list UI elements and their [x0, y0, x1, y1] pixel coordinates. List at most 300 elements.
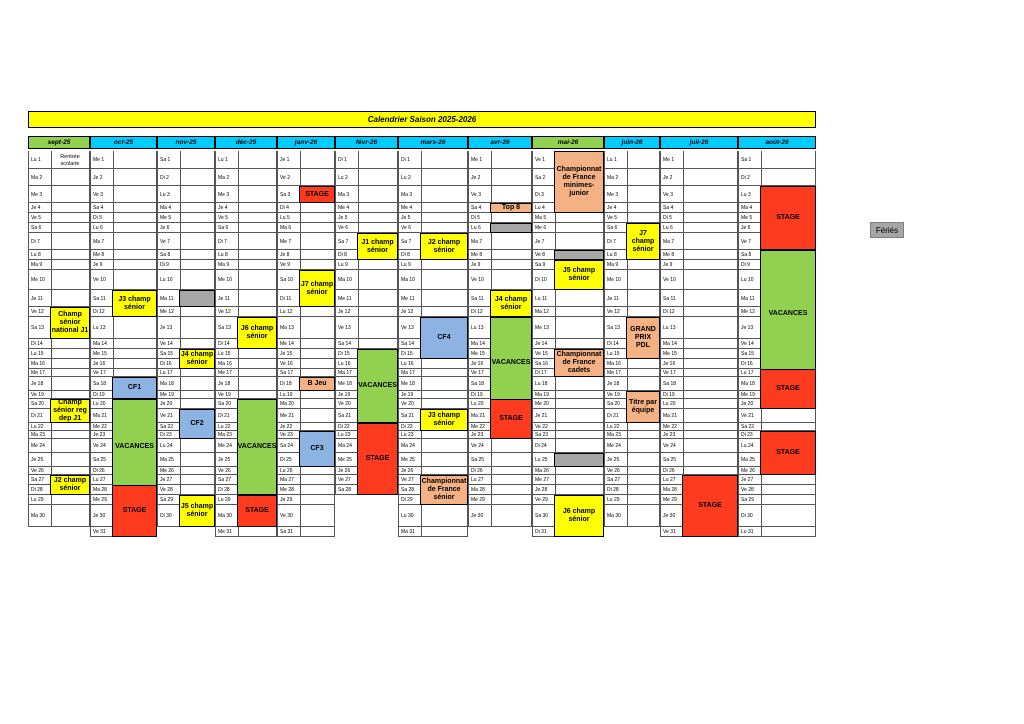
day-label: Di 18 — [280, 381, 292, 387]
day-label: Ve 5 — [607, 215, 618, 221]
day-label: Me 29 — [93, 497, 107, 503]
day-label: Ma 14 — [93, 341, 107, 347]
day-label: Me 13 — [535, 325, 549, 331]
day-separator — [180, 339, 181, 349]
day-label: Sa 3 — [280, 191, 291, 198]
day-label: Me 3 — [607, 191, 619, 198]
day-cell — [532, 377, 604, 391]
day-separator — [555, 439, 556, 453]
day-label: Ve 16 — [280, 361, 293, 367]
day-label: Je 12 — [401, 309, 414, 315]
day-label: Sa 13 — [31, 325, 45, 331]
day-separator — [113, 317, 114, 339]
event-block: STAGE — [490, 399, 532, 439]
day-label: Ve 2 — [280, 174, 291, 181]
event-block: STAGE — [237, 495, 277, 527]
day-cell — [157, 453, 215, 467]
day-separator — [627, 307, 628, 317]
day-cell — [604, 186, 660, 203]
day-separator — [421, 527, 422, 537]
day-cell — [277, 223, 335, 233]
day-cell — [90, 169, 157, 186]
day-cell — [28, 359, 90, 369]
day-label: Je 28 — [535, 487, 548, 493]
day-separator — [300, 339, 301, 349]
day-label: Sa 11 — [663, 295, 676, 302]
day-cell — [277, 233, 335, 250]
day-label: Di 21 — [607, 413, 619, 419]
day-separator — [555, 431, 556, 439]
day-separator — [683, 339, 684, 349]
event-block: CF4 — [420, 317, 468, 359]
day-separator — [180, 485, 181, 495]
day-cell — [398, 223, 468, 233]
day-label: Je 25 — [607, 457, 620, 463]
day-separator — [300, 317, 301, 339]
day-separator — [761, 485, 762, 495]
day-cell — [532, 223, 604, 233]
month-header-janv-26: janv-26 — [277, 136, 335, 149]
day-label: Me 6 — [535, 225, 547, 231]
day-label: Ve 7 — [741, 238, 752, 245]
day-separator — [627, 203, 628, 213]
day-label: Ma 21 — [471, 413, 485, 419]
event-block: VACANCES — [357, 349, 398, 423]
day-cell — [28, 169, 90, 186]
day-label: Sa 15 — [741, 351, 755, 357]
day-cell — [604, 307, 660, 317]
day-separator — [238, 377, 239, 391]
day-label: Ma 19 — [535, 392, 549, 398]
day-label: Sa 25 — [93, 457, 107, 463]
day-cell — [532, 475, 604, 485]
day-separator — [683, 423, 684, 431]
day-separator — [113, 250, 114, 260]
day-label: Je 25 — [218, 457, 231, 463]
day-cell — [398, 369, 468, 377]
day-cell — [738, 475, 816, 485]
day-label: Ve 13 — [401, 325, 414, 331]
day-label: Sa 20 — [607, 401, 621, 407]
day-label: Ve 14 — [741, 341, 754, 347]
day-label: Lu 20 — [93, 401, 106, 407]
day-separator — [51, 467, 52, 475]
day-separator — [555, 307, 556, 317]
day-cell — [335, 260, 398, 270]
day-cell — [335, 203, 398, 213]
day-label: Di 16 — [160, 361, 172, 367]
day-separator — [555, 233, 556, 250]
day-cell — [335, 339, 398, 349]
day-label: Di 28 — [218, 487, 230, 493]
event-block: B Jeu — [299, 377, 335, 391]
day-cell — [604, 423, 660, 431]
day-label: Ve 10 — [663, 277, 676, 283]
day-cell — [277, 467, 335, 475]
day-cell — [604, 151, 660, 169]
day-separator — [683, 290, 684, 307]
day-label: Ve 6 — [401, 225, 412, 231]
month-header-avr-26: avr-26 — [468, 136, 532, 149]
day-separator — [491, 270, 492, 290]
day-label: Di 15 — [401, 351, 413, 357]
day-separator — [358, 151, 359, 169]
day-label: Je 25 — [31, 457, 44, 463]
day-label: Je 8 — [280, 252, 290, 258]
day-label: Je 1 — [280, 157, 290, 163]
day-label: Ma 21 — [93, 413, 107, 419]
day-cell — [28, 495, 90, 505]
day-label: Ve 19 — [607, 392, 620, 398]
day-separator — [491, 453, 492, 467]
day-label: Je 20 — [741, 401, 754, 407]
day-cell — [468, 250, 532, 260]
day-label: Di 12 — [93, 309, 105, 315]
day-separator — [180, 169, 181, 186]
day-cell — [157, 377, 215, 391]
day-cell — [157, 317, 215, 339]
day-label: Je 9 — [93, 262, 103, 268]
day-label: Lu 9 — [338, 262, 348, 268]
day-label: Lu 22 — [218, 424, 231, 430]
day-separator — [761, 527, 762, 537]
day-label: Sa 23 — [535, 432, 549, 438]
day-label: Je 7 — [535, 238, 545, 245]
day-label: Ve 31 — [93, 529, 106, 535]
day-cell — [738, 485, 816, 495]
day-label: Di 30 — [160, 513, 172, 519]
day-label: Me 10 — [607, 277, 621, 283]
day-cell — [604, 270, 660, 290]
day-cell — [277, 369, 335, 377]
day-label: Je 23 — [663, 432, 676, 438]
day-separator — [627, 495, 628, 505]
day-separator — [555, 223, 556, 233]
day-label: Ma 18 — [741, 381, 755, 387]
day-label: Lu 3 — [741, 191, 751, 198]
day-cell — [277, 423, 335, 431]
day-label: Lu 16 — [338, 361, 351, 367]
day-cell — [604, 485, 660, 495]
event-block: J3 champ sénior — [112, 290, 157, 317]
day-label: Di 7 — [607, 238, 616, 245]
day-label: Me 29 — [663, 497, 677, 503]
day-label: Di 21 — [31, 413, 43, 419]
day-separator — [300, 409, 301, 423]
day-label: Me 19 — [741, 392, 755, 398]
day-cell — [398, 377, 468, 391]
day-cell — [157, 270, 215, 290]
event-block: J5 champ sénior — [179, 495, 215, 527]
day-separator — [358, 317, 359, 339]
day-separator — [238, 213, 239, 223]
day-cell — [28, 453, 90, 467]
day-cell — [660, 169, 738, 186]
day-separator — [683, 453, 684, 467]
day-label: Lu 27 — [471, 477, 484, 483]
day-label: Di 7 — [31, 238, 40, 245]
day-separator — [555, 399, 556, 409]
day-cell — [215, 186, 277, 203]
day-separator — [491, 505, 492, 527]
day-separator — [180, 391, 181, 399]
day-label: Di 5 — [471, 215, 480, 221]
day-label: Ma 3 — [338, 191, 350, 198]
day-label: Di 26 — [663, 468, 675, 474]
day-cell — [277, 475, 335, 485]
day-separator — [51, 223, 52, 233]
day-cell — [277, 359, 335, 369]
day-label: Ma 28 — [663, 487, 677, 493]
day-label: Je 23 — [93, 432, 106, 438]
day-cell — [28, 377, 90, 391]
day-label: Sa 11 — [93, 295, 106, 302]
day-cell — [215, 260, 277, 270]
day-label: Je 18 — [218, 381, 231, 387]
day-label: Ma 2 — [31, 174, 43, 181]
calendar-title: Calendrier Saison 2025-2026 — [28, 111, 816, 128]
day-label: Je 18 — [607, 381, 620, 387]
day-label: Me 4 — [401, 205, 413, 211]
day-separator — [51, 169, 52, 186]
day-label: Me 21 — [280, 413, 294, 419]
day-cell — [398, 213, 468, 223]
day-separator — [358, 213, 359, 223]
day-separator — [555, 213, 556, 223]
day-cell — [215, 233, 277, 250]
day-cell — [277, 399, 335, 409]
day-label: Ve 15 — [535, 351, 548, 357]
day-cell — [215, 250, 277, 260]
day-label: Di 5 — [93, 215, 102, 221]
day-separator — [627, 475, 628, 485]
day-cell — [28, 233, 90, 250]
day-separator — [51, 359, 52, 369]
day-cell — [532, 339, 604, 349]
day-separator — [180, 186, 181, 203]
day-cell — [157, 223, 215, 233]
day-label: Je 16 — [663, 361, 676, 367]
day-label: Ve 12 — [218, 309, 231, 315]
day-separator — [300, 169, 301, 186]
day-label: Lu 10 — [741, 277, 754, 283]
day-separator — [180, 369, 181, 377]
day-label: Di 17 — [535, 370, 547, 376]
day-separator — [180, 260, 181, 270]
day-separator — [300, 307, 301, 317]
day-label: Je 9 — [663, 262, 673, 268]
day-separator — [421, 203, 422, 213]
day-separator — [627, 290, 628, 307]
day-cell — [398, 391, 468, 399]
day-label: Me 22 — [93, 424, 107, 430]
day-cell — [90, 223, 157, 233]
day-label: Ve 28 — [160, 487, 173, 493]
day-label: Me 28 — [280, 487, 294, 493]
day-cell — [215, 369, 277, 377]
day-label: Sa 18 — [93, 381, 107, 387]
day-label: Ma 7 — [471, 238, 483, 245]
event-block: Champ sénior national J1 — [50, 307, 90, 339]
day-separator — [683, 307, 684, 317]
day-cell — [604, 431, 660, 439]
day-cell — [215, 391, 277, 399]
day-separator — [761, 505, 762, 527]
day-label: Sa 25 — [663, 457, 677, 463]
day-label: Ma 31 — [401, 529, 415, 535]
day-separator — [421, 377, 422, 391]
day-cell — [277, 349, 335, 359]
day-separator — [113, 169, 114, 186]
day-label: Sa 31 — [280, 529, 294, 535]
day-cell — [738, 527, 816, 537]
day-separator — [51, 250, 52, 260]
day-label: Lu 15 — [218, 351, 231, 357]
day-separator — [113, 151, 114, 169]
day-label: Lu 2 — [338, 174, 348, 181]
day-separator — [421, 439, 422, 453]
day-label: Me 8 — [663, 252, 675, 258]
day-separator — [491, 485, 492, 495]
event-block: STAGE — [682, 475, 738, 537]
day-cell — [157, 203, 215, 213]
day-cell — [532, 439, 604, 453]
day-cell — [277, 213, 335, 223]
day-label: Sa 15 — [160, 351, 174, 357]
day-cell — [398, 431, 468, 439]
day-cell — [660, 349, 738, 359]
day-separator — [683, 349, 684, 359]
day-label: Ma 16 — [31, 361, 45, 367]
day-label: Lu 8 — [218, 252, 228, 258]
day-cell — [604, 169, 660, 186]
month-header-mai-26: mai-26 — [532, 136, 604, 149]
day-cell — [277, 495, 335, 505]
day-cell — [660, 369, 738, 377]
month-header-août-26: août-26 — [738, 136, 816, 149]
day-label: Lu 15 — [607, 351, 620, 357]
day-label: Me 29 — [471, 497, 485, 503]
day-label: Me 22 — [663, 424, 677, 430]
day-label: Ma 13 — [280, 325, 294, 331]
day-label: Lu 6 — [93, 225, 103, 231]
day-separator — [300, 203, 301, 213]
day-separator — [555, 409, 556, 423]
day-label: Me 5 — [160, 215, 172, 221]
day-label: Lu 3 — [160, 191, 170, 198]
day-label: Ma 7 — [93, 238, 105, 245]
event-block: VACANCES — [112, 399, 157, 495]
day-cell — [468, 467, 532, 475]
day-separator — [51, 369, 52, 377]
day-cell — [28, 213, 90, 223]
day-label: Me 26 — [160, 468, 174, 474]
day-label: Me 8 — [471, 252, 483, 258]
day-cell — [157, 250, 215, 260]
event-block: J4 champ sénior — [179, 349, 215, 369]
day-label: Sa 2 — [535, 174, 546, 181]
day-separator — [421, 431, 422, 439]
day-cell — [215, 290, 277, 307]
day-separator — [300, 233, 301, 250]
day-label: Lu 31 — [741, 529, 754, 535]
day-label: Lu 26 — [280, 468, 293, 474]
day-separator — [300, 485, 301, 495]
day-separator — [683, 467, 684, 475]
day-cell — [738, 505, 816, 527]
day-separator — [627, 186, 628, 203]
day-separator — [627, 169, 628, 186]
month-header-oct-25: oct-25 — [90, 136, 157, 149]
day-label: Lu 23 — [401, 432, 414, 438]
day-label: Ve 3 — [663, 191, 674, 198]
day-label: Me 5 — [741, 215, 753, 221]
event-block: VACANCES — [237, 399, 277, 495]
day-separator — [51, 423, 52, 431]
event-block: VACANCES — [760, 250, 816, 377]
day-cell — [660, 307, 738, 317]
day-cell — [157, 213, 215, 223]
day-separator — [421, 290, 422, 307]
day-separator — [113, 186, 114, 203]
day-label: Di 23 — [741, 432, 753, 438]
day-label: Me 24 — [31, 443, 45, 449]
day-separator — [358, 223, 359, 233]
day-label: Di 29 — [401, 497, 413, 503]
day-label: Di 16 — [741, 361, 753, 367]
day-cell — [398, 505, 468, 527]
day-label: Ve 6 — [338, 225, 349, 231]
event-block: J3 champ sénior — [420, 409, 468, 431]
day-label: Sa 16 — [535, 361, 549, 367]
day-label: Di 25 — [280, 457, 292, 463]
day-separator — [51, 260, 52, 270]
day-separator — [491, 439, 492, 453]
day-label: Lu 13 — [471, 325, 484, 331]
day-cell — [660, 453, 738, 467]
day-label: Di 4 — [280, 205, 289, 211]
day-separator — [180, 233, 181, 250]
day-label: Ma 2 — [607, 174, 619, 181]
day-label: Je 11 — [607, 295, 619, 302]
day-label: Ma 9 — [218, 262, 230, 268]
day-cell — [277, 203, 335, 213]
day-separator — [113, 349, 114, 359]
day-label: Lu 11 — [535, 295, 548, 302]
day-label: Ve 5 — [218, 215, 229, 221]
day-label: Lu 29 — [218, 497, 231, 503]
event-block: CF2 — [179, 409, 215, 439]
day-separator — [555, 423, 556, 431]
day-label: Sa 27 — [31, 477, 45, 483]
day-label: Je 5 — [338, 215, 348, 221]
day-label: Lu 24 — [741, 443, 754, 449]
day-separator — [761, 475, 762, 485]
day-label: Sa 13 — [607, 325, 621, 331]
day-label: Ve 12 — [607, 309, 620, 315]
day-label: Me 7 — [280, 238, 292, 245]
day-label: Je 9 — [471, 262, 481, 268]
event-block — [554, 250, 604, 260]
day-separator — [627, 377, 628, 391]
day-label: Ma 28 — [93, 487, 107, 493]
day-separator — [491, 151, 492, 169]
day-label: Lu 22 — [607, 424, 620, 430]
day-cell — [532, 290, 604, 307]
day-cell — [277, 250, 335, 260]
day-label: Di 12 — [663, 309, 675, 315]
day-separator — [421, 223, 422, 233]
